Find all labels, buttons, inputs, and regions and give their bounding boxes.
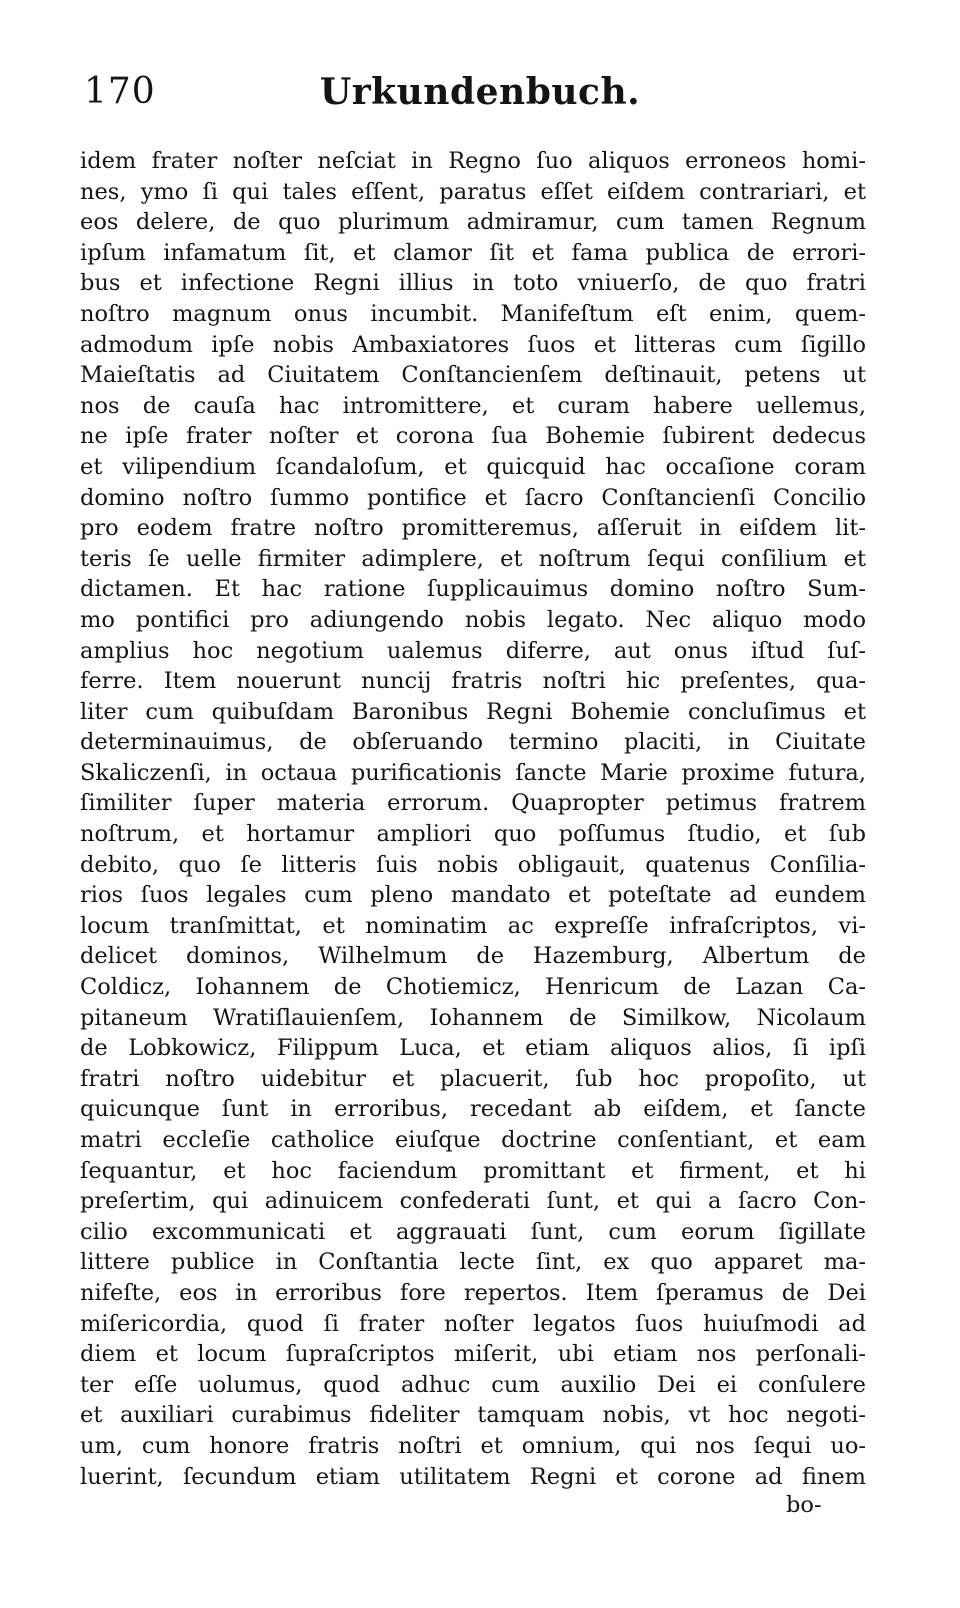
text-line: luerint, ſecundum etiam utilitatem Regni et corone ad finem	[80, 1463, 866, 1490]
text-line: preſertim, qui adinuicem confederati ſunt, et qui a ſacro Con-	[80, 1188, 866, 1215]
text-line: teris ſe uelle firmiter adimplere, et noſtrum ſequi conſilium et	[80, 545, 866, 572]
text-line: locum tranſmittat, et nominatim ac expreſſe infraſcriptos, vi-	[80, 912, 866, 939]
catchword: bo-	[786, 1492, 822, 1518]
body-text	[80, 146, 866, 1492]
page-number: 170	[84, 71, 156, 112]
text-line: littere publice in Conſtantia lecte ſint, ex quo apparet ma-	[80, 1249, 866, 1276]
text-line: um, cum honore fratris noſtri et omnium, qui nos ſequi uo-	[80, 1432, 866, 1459]
text-line: ferre. Item nouerunt nuncij fratris noſtri hic preſentes, qua-	[80, 668, 866, 695]
text-line: admodum ipſe nobis Ambaxiatores ſuos et litteras cum ſigillo	[80, 331, 866, 358]
text-line: determinauimus, de obſeruando termino placiti, in Ciuitate	[80, 729, 866, 756]
text-line: quicunque ſunt in erroribus, recedant ab eiſdem, et ſancte	[80, 1096, 866, 1123]
text-line: et vilipendium ſcandaloſum, et quicquid hac occaſione coram	[80, 453, 866, 480]
text-line: pro eodem fratre noſtro promitteremus, aſſeruit in eiſdem lit-	[80, 515, 866, 542]
text-line: de Lobkowicz, Filippum Luca, et etiam aliquos alios, ſi ipſi	[80, 1035, 866, 1062]
text-line: matri eccleſie catholice eiuſque doctrine conſentiant, et eam	[80, 1127, 866, 1153]
text-line: domino noſtro ſummo pontifice et ſacro Conſtancienſi Concilio	[80, 484, 866, 511]
text-line: cilio excommunicati et aggrauati ſunt, cum eorum ſigillate	[80, 1218, 866, 1245]
text-line: ipſum infamatum ſit, et clamor ſit et fama publica de errori-	[80, 239, 866, 266]
text-line: Coldicz, Iohannem de Chotiemicz, Henricum de Lazan Ca-	[80, 974, 866, 1001]
text-line: amplius hoc negotium ualemus diferre, aut onus iſtud ſuſ-	[80, 637, 866, 664]
text-line: debito, quo ſe litteris ſuis nobis obligauit, quatenus Conſilia-	[80, 851, 866, 878]
text-line: rios ſuos legales cum pleno mandato et poteſtate ad eundem	[80, 882, 866, 909]
text-line: idem frater noſter neſciat in Regno ſuo aliquos erroneos homi-	[80, 148, 866, 174]
text-line: ne ipſe frater noſter et corona ſua Bohemie ſubirent dedecus	[80, 423, 866, 450]
text-line: bus et infectione Regni illius in toto vniuerſo, de quo fratri	[80, 270, 866, 297]
text-line: liter cum quibuſdam Baronibus Regni Bohemie concluſimus et	[80, 698, 866, 725]
text-line: ſimiliter ſuper materia errorum. Quapropter petimus fratrem	[80, 790, 866, 817]
text-line: delicet dominos, Wilhelmum de Hazemburg, Albertum de	[80, 943, 866, 970]
text-line: noſtro magnum onus incumbit. Manifeſtum eſt enim, quem-	[80, 300, 866, 327]
text-line: Skaliczenſi, in octaua purificationis ſancte Marie proxime futura,	[80, 759, 866, 786]
text-line: mo pontifici pro adiungendo nobis legato. Nec aliquo modo	[80, 606, 866, 633]
text-line: nifeſte, eos in erroribus fore repertos. Item ſperamus de Dei	[80, 1279, 866, 1306]
text-line: fratri noſtro uidebitur et placuerit, ſub hoc propoſito, ut	[80, 1065, 866, 1092]
text-line: nos de cauſa hac intromittere, et curam habere uellemus,	[80, 392, 866, 419]
text-line: diem et locum ſupraſcriptos miſerit, ubi etiam nos perſonali-	[80, 1341, 866, 1368]
running-title: Urkundenbuch.	[319, 71, 641, 113]
text-line: ter eſſe uolumus, quod adhuc cum auxilio Dei ei conſulere	[80, 1371, 866, 1398]
text-line: nes, ymo ſi qui tales eſſent, paratus eſſet eiſdem contrariari, et	[80, 178, 866, 205]
page-header	[80, 70, 880, 130]
text-line: ſequantur, et hoc faciendum promittant et firment, et hi	[80, 1157, 866, 1184]
text-line: Maieſtatis ad Ciuitatem Conſtancienſem deſtinauit, petens ut	[80, 362, 866, 389]
text-line: dictamen. Et hac ratione ſupplicauimus domino noſtro Sum-	[80, 576, 866, 603]
text-line: noſtrum, et hortamur ampliori quo poſſumus ſtudio, et ſub	[80, 821, 866, 848]
text-line: et auxiliari curabimus fideliter tamquam nobis, vt hoc negoti-	[80, 1402, 866, 1429]
text-line: eos delere, de quo plurimum admiramur, cum tamen Regnum	[80, 209, 866, 236]
text-line: miſericordia, quod ſi frater noſter legatos ſuos huiuſmodi ad	[80, 1310, 866, 1337]
text-line: pitaneum Wratiſlauienſem, Iohannem de Similkow, Nicolaum	[80, 1004, 866, 1031]
